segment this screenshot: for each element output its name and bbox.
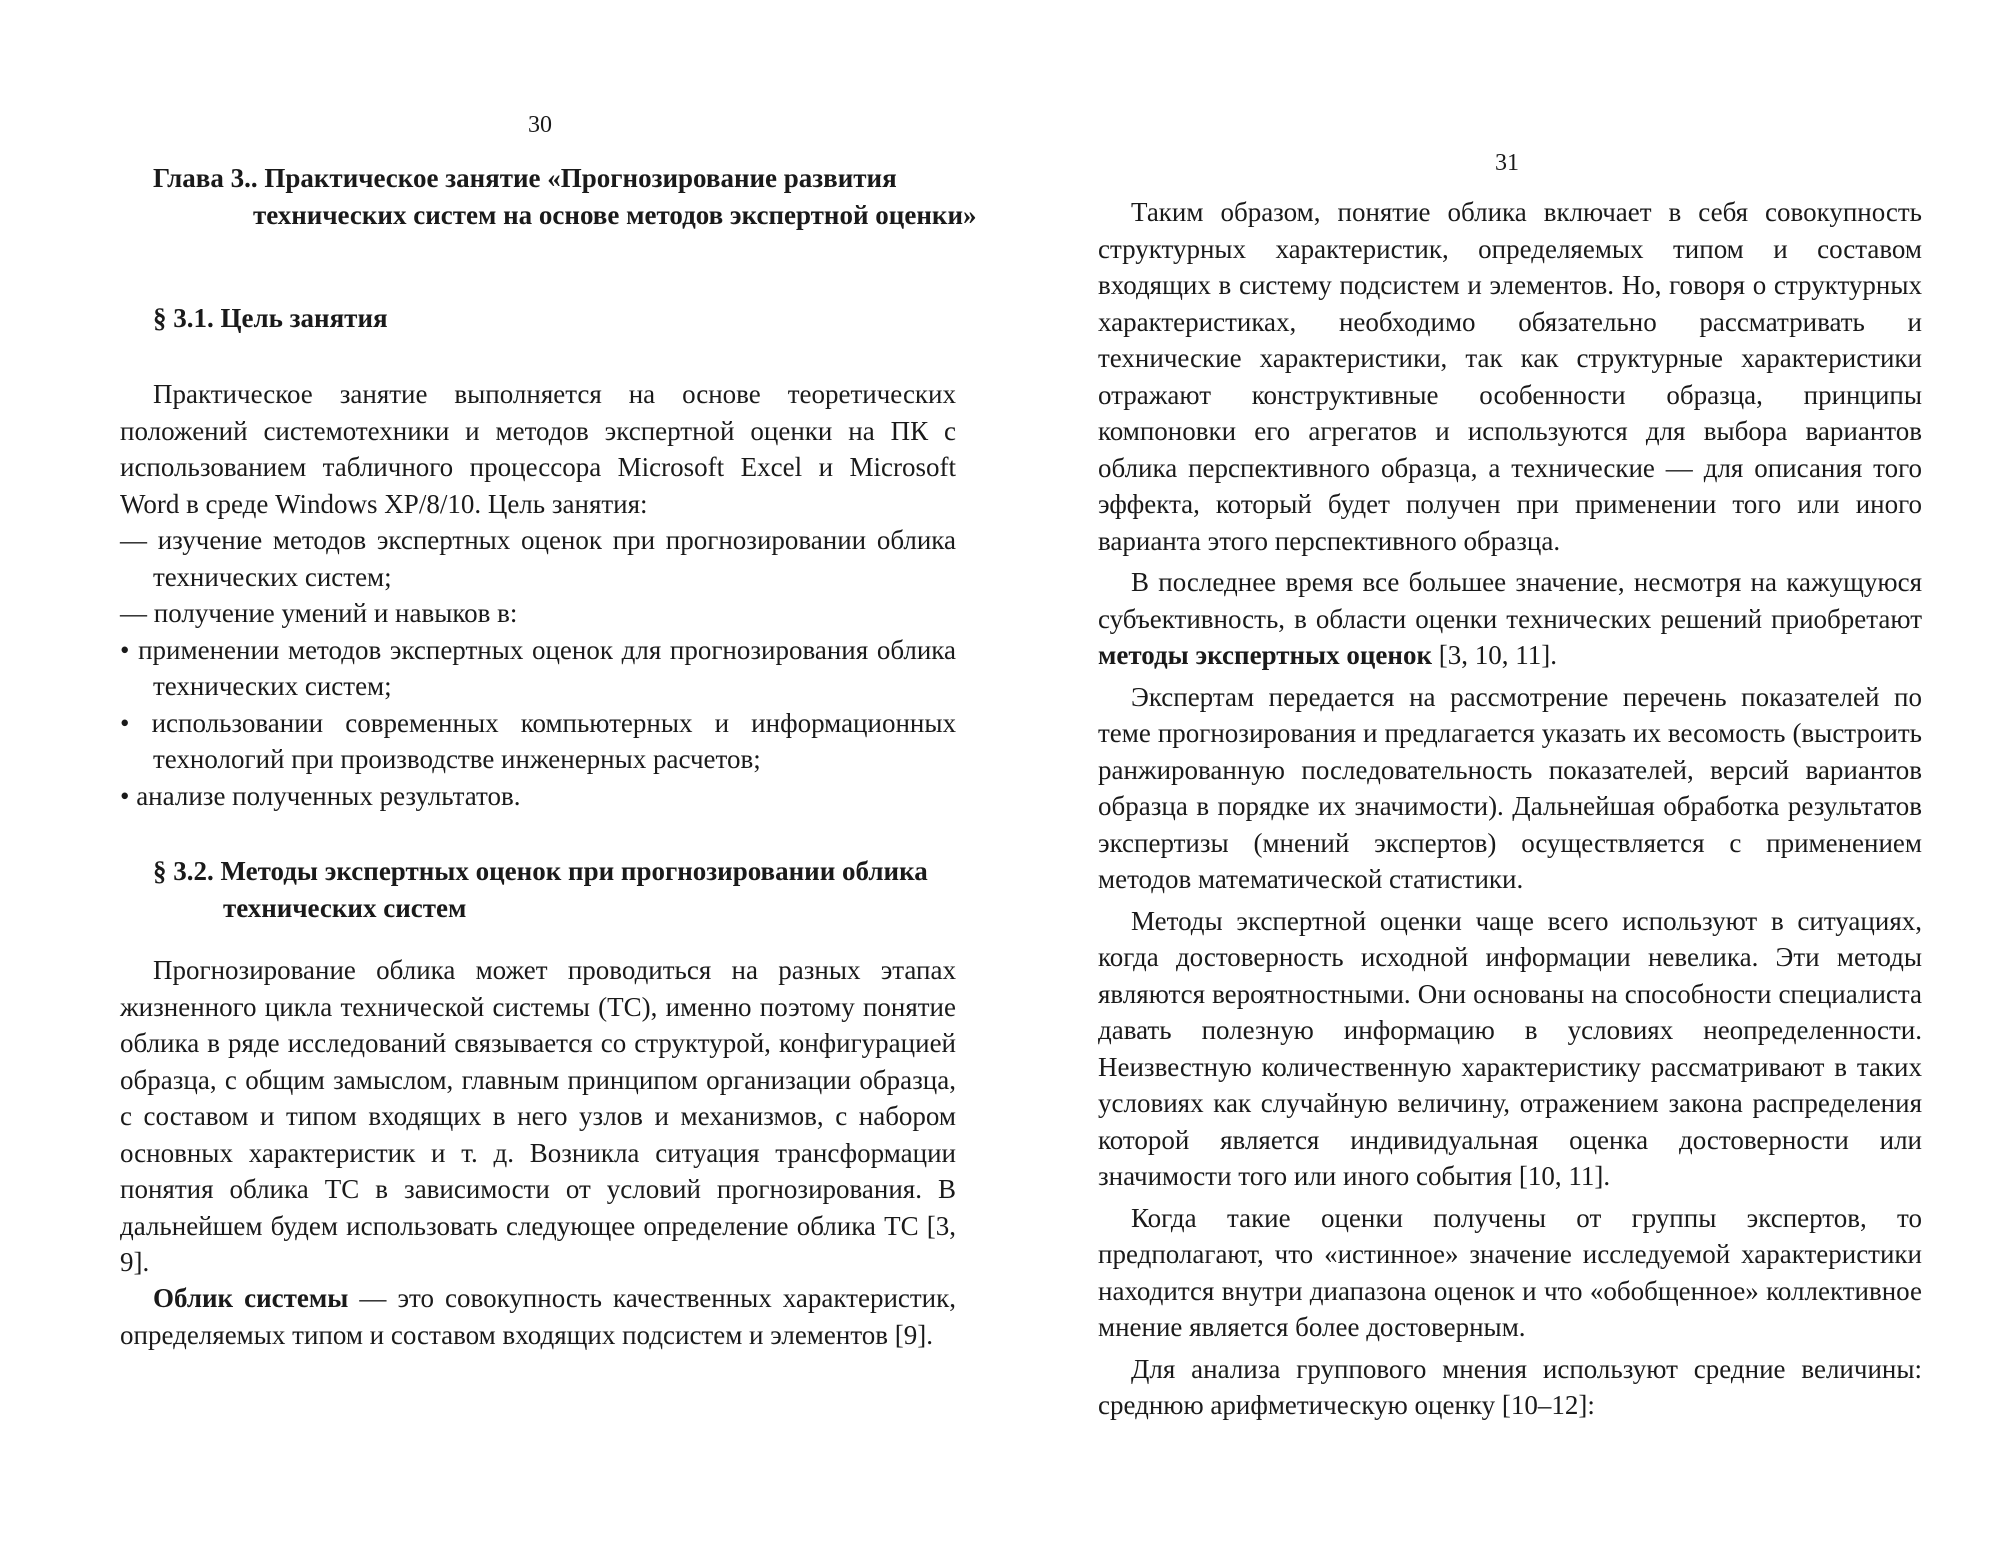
page-number: 31 (1495, 150, 1519, 176)
paragraph-text: В последнее время все большее значение, несмотря на кажущуюся субъективность, в области оценки технических решений приобретают (1098, 567, 1922, 634)
page-number: 30 (528, 112, 552, 138)
goal-block (120, 376, 956, 814)
bullet-item: • анализе полученных результатов. (120, 780, 521, 811)
paragraph: Методы экспертной оценки чаще всего используют в ситуациях, когда достоверность исходной информации невелика. Эти методы являются вероятностными. Они основаны на способности специалиста давать полезную информацию в условиях неопределенности. Неизвестную количественную характеристику рассматривают в таких условиях как случайную величину, отражением закона распределения которой является индивидуальная оценка достоверности или значимости того или иного события [10, 11]. (1098, 905, 1922, 1191)
intro-paragraph: Практическое занятие выполняется на основе теоретических положений системотехники и методов экспертной оценки на ПК с использованием табличного процессора Microsoft Excel и Microsoft Word в среде Windows XP/8/10. Цель занятия: (120, 379, 956, 519)
section-heading-3-1: § 3.1. Цель занятия (153, 303, 388, 333)
bullet-item: • использовании современных компьютерных и информационных технологий при производстве инженерных расчетов; (120, 707, 956, 774)
definition-text: — это совокупность качественных характеристик, определяемых типом и составом входящих подсистем и элементов [9]. (120, 1283, 956, 1350)
paragraph-text: [3, 10, 11]. (1432, 640, 1558, 670)
chapter-title: Глава 3.. Практическое занятие «Прогнозирование развития технических систем на основе методов экспертной оценки» (153, 163, 977, 230)
paragraph: Экспертам передается на рассмотрение перечень показателей по теме прогнозирования и предлагается указать их весомость (выстроить ранжированную последовательность показателей, версий вариантов образца в порядке их значимости). Дальнейшая обработка результатов экспертизы (мнений экспертов) осуществляется с применением методов математической статистики. (1098, 681, 1922, 894)
forecast-paragraph: Прогнозирование облика может проводиться на разных этапах жизненного цикла технической системы (ТС), именно поэтому понятие облика в ряде исследований связывается со структурой, конфигурацией образца, с общим замыслом, главным принципом организации образца, с составом и типом входящих в него узлов и механизмов, с набором основных характеристик и т. д. Возникла ситуация трансформации понятия облика ТС в зависимости от условий прогнозирования. В дальнейшем будем использовать следующее определение облика ТС [3, 9]. (120, 955, 956, 1277)
definition-paragraph (120, 1280, 956, 1353)
goal-item: — получение умений и навыков в: (120, 598, 518, 628)
paragraph: Таким образом, понятие облика включает в себя совокупность структурных характеристик, определяемых типом и составом входящих в систему подсистем и элементов. Но, говоря о структурных характеристиках, необходимо обязательно рассматривать и технические характеристики, так как структурные характеристики отражают конструктивные особенности образца, принципы компоновки его агрегатов и используются для выбора вариантов облика перспективного образца, а технические — для описания того эффекта, который будет получен при применении того или иного варианта этого перспективного образца. (1098, 197, 1922, 556)
paragraph (1098, 564, 1922, 674)
paragraph: Для анализа группового мнения используют средние величины: среднюю арифметическую оценку [10–12]: (1098, 1353, 1922, 1420)
paragraph: Когда такие оценки получены от группы экспертов, то предполагают, что «истинное» значение исследуемой характеристики находится внутри диапазона оценок и что «обобщенное» коллективное мнение является более достоверным. (1098, 1202, 1922, 1342)
bullet-item: • применении методов экспертных оценок для прогнозирования облика технических систем; (120, 634, 956, 701)
bold-term: методы экспертных оценок (1098, 640, 1433, 670)
right-body (1098, 194, 1922, 1429)
definition-term: Облик системы (153, 1283, 349, 1313)
section-heading-3-2: § 3.2. Методы экспертных оценок при прогнозировании облика технических систем (153, 856, 928, 923)
goal-item: — изучение методов экспертных оценок при прогнозировании облика технических систем; (120, 525, 956, 592)
